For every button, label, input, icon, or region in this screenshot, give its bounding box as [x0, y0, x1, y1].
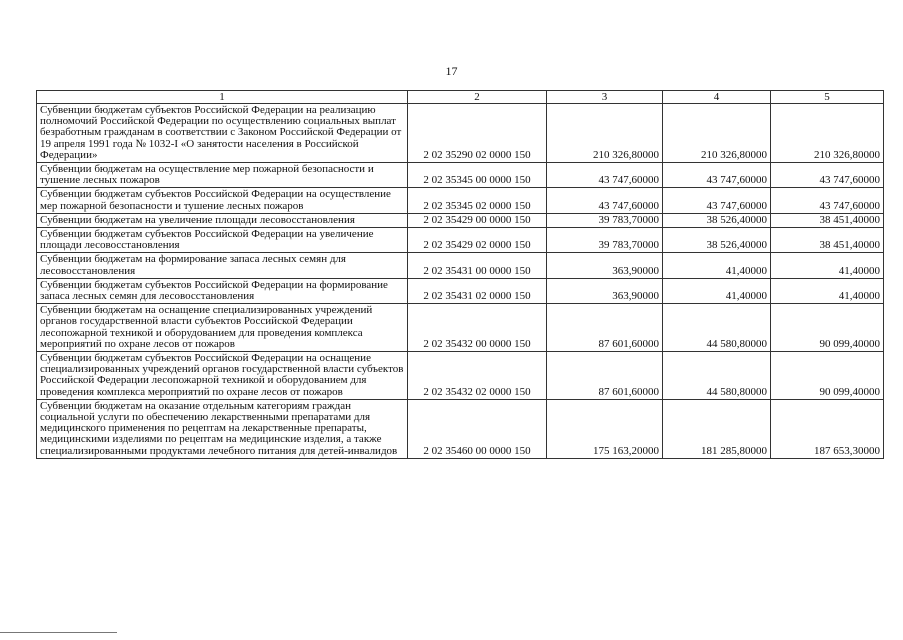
amount-col5: 43 747,60000 — [771, 188, 884, 213]
amount-col3: 87 601,60000 — [547, 304, 663, 352]
amount-col5: 210 326,80000 — [771, 104, 884, 163]
amount-col4: 43 747,60000 — [663, 163, 771, 188]
amount-col5: 41,40000 — [771, 253, 884, 278]
budget-code: 2 02 35431 00 0000 150 — [408, 253, 547, 278]
row-description: Субвенции бюджетам субъектов Российской Федерации на реализацию полномочий Российской Федерации по осуществлению социальных выплат безработным гражданам в соответствии с Законом Российской Федерации от 19 апреля 1991 года № 1032-I «О занятости населения в Российской Федерации» — [37, 104, 408, 163]
amount-col5: 90 099,40000 — [771, 352, 884, 400]
budget-code: 2 02 35432 00 0000 150 — [408, 304, 547, 352]
row-description: Субвенции бюджетам на оснащение специализированных учреждений органов государственной власти субъектов Российской Федерации лесопожарной техникой и оборудованием для проведения комплекса мероприятий по охране лесов от пожаров — [37, 304, 408, 352]
budget-code: 2 02 35290 02 0000 150 — [408, 104, 547, 163]
budget-code: 2 02 35460 00 0000 150 — [408, 399, 547, 458]
amount-col3: 210 326,80000 — [547, 104, 663, 163]
row-description: Субвенции бюджетам на оказание отдельным категориям граждан социальной услуги по обеспечению лекарственными препаратами для медицинского применения по рецептам на лекарственные препараты, медицинскими изделиями по рецептам на медицинские изделия, а также специализированными продуктами лечебного питания для детей-инвалидов — [37, 399, 408, 458]
row-description: Субвенции бюджетам на формирование запаса лесных семян для лесовосстановления — [37, 253, 408, 278]
amount-col5: 187 653,30000 — [771, 399, 884, 458]
row-description: Субвенции бюджетам субъектов Российской Федерации на осуществление мер пожарной безопасности и тушение лесных пожаров — [37, 188, 408, 213]
table-row — [37, 253, 884, 278]
amount-col3: 43 747,60000 — [547, 163, 663, 188]
amount-col3: 39 783,70000 — [547, 228, 663, 253]
column-header: 2 — [408, 91, 547, 104]
amount-col3: 87 601,60000 — [547, 352, 663, 400]
row-description: Субвенции бюджетам субъектов Российской Федерации на увеличение площади лесовосстановления — [37, 228, 408, 253]
budget-code: 2 02 35429 02 0000 150 — [408, 228, 547, 253]
amount-col4: 38 526,40000 — [663, 228, 771, 253]
amount-col4: 41,40000 — [663, 253, 771, 278]
budget-code: 2 02 35345 00 0000 150 — [408, 163, 547, 188]
amount-col5: 38 451,40000 — [771, 213, 884, 227]
budget-code: 2 02 35429 00 0000 150 — [408, 213, 547, 227]
row-description: Субвенции бюджетам на осуществление мер пожарной безопасности и тушение лесных пожаров — [37, 163, 408, 188]
page-number: 17 — [445, 64, 458, 78]
row-description: Субвенции бюджетам субъектов Российской Федерации на формирование запаса лесных семян для лесовосстановления — [37, 278, 408, 303]
amount-col4: 44 580,80000 — [663, 304, 771, 352]
amount-col4: 210 326,80000 — [663, 104, 771, 163]
table-row — [37, 213, 884, 227]
budget-code: 2 02 35431 02 0000 150 — [408, 278, 547, 303]
amount-col3: 363,90000 — [547, 253, 663, 278]
budget-code: 2 02 35432 02 0000 150 — [408, 352, 547, 400]
table-row — [37, 228, 884, 253]
budget-table — [36, 90, 884, 459]
amount-col3: 39 783,70000 — [547, 213, 663, 227]
amount-col3: 43 747,60000 — [547, 188, 663, 213]
column-header: 4 — [663, 91, 771, 104]
column-header: 1 — [37, 91, 408, 104]
table-row — [37, 188, 884, 213]
row-description: Субвенции бюджетам на увеличение площади лесовосстановления — [37, 213, 408, 227]
amount-col5: 41,40000 — [771, 278, 884, 303]
row-description: Субвенции бюджетам субъектов Российской Федерации на оснащение специализированных учреждений органов государственной власти субъектов Российской Федерации лесопожарной техникой и оборудованием для проведения комплекса мероприятий по охране лесов от пожаров — [37, 352, 408, 400]
amount-col4: 43 747,60000 — [663, 188, 771, 213]
amount-col4: 38 526,40000 — [663, 213, 771, 227]
amount-col5: 43 747,60000 — [771, 163, 884, 188]
footer-rule — [0, 632, 117, 633]
table-row — [37, 163, 884, 188]
amount-col3: 363,90000 — [547, 278, 663, 303]
amount-col4: 181 285,80000 — [663, 399, 771, 458]
table-row — [37, 278, 884, 303]
amount-col4: 41,40000 — [663, 278, 771, 303]
table-row — [37, 104, 884, 163]
column-header: 3 — [547, 91, 663, 104]
column-header: 5 — [771, 91, 884, 104]
table-row — [37, 304, 884, 352]
table-row — [37, 352, 884, 400]
amount-col4: 44 580,80000 — [663, 352, 771, 400]
table-row — [37, 399, 884, 458]
amount-col5: 38 451,40000 — [771, 228, 884, 253]
column-number-row — [37, 91, 884, 104]
amount-col3: 175 163,20000 — [547, 399, 663, 458]
amount-col5: 90 099,40000 — [771, 304, 884, 352]
budget-code: 2 02 35345 02 0000 150 — [408, 188, 547, 213]
